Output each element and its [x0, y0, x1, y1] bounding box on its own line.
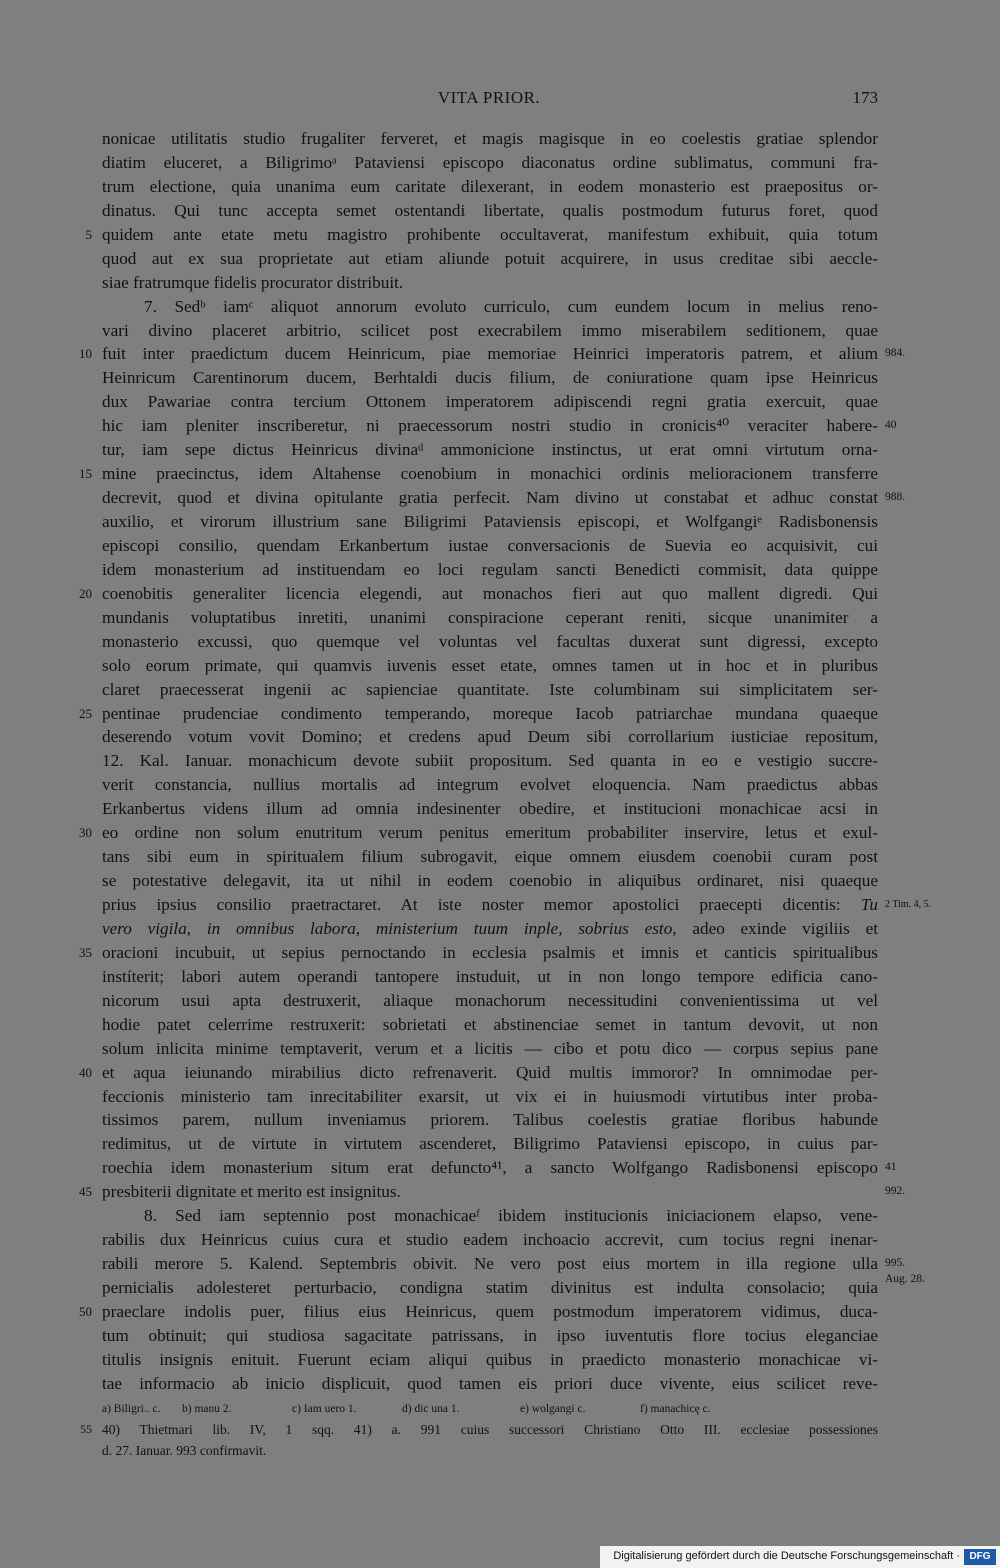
text-line — [0, 1372, 1000, 1396]
line-text: prius ipsius consilio praetractaret. At iste noster memor apostolici praecepti dicentis: Tu — [102, 895, 878, 914]
text-line — [0, 797, 1000, 821]
text-line — [0, 247, 1000, 271]
line-text: decrevit, quod et divina opitulante gratia perfecit. Nam divino ut constabat et adhuc constat — [102, 488, 878, 508]
text-line — [0, 223, 1000, 247]
line-text: tur, iam sepe dictus Heinricus divinaᵈ ammonicione instinctus, ut erat omni virtutum orna- — [102, 440, 878, 460]
text-line — [0, 1204, 1000, 1228]
text-line — [0, 558, 1000, 582]
text-line — [0, 1180, 1000, 1204]
line-text: feccionis ministerio tam inrecitabiliter exarsit, ut vix ei in huiusmodi virtutibus inter proba- — [102, 1086, 878, 1106]
text-line — [0, 127, 1000, 151]
line-number: 35 — [79, 944, 92, 960]
line-text: hodie patet celerrime restruxerit: sobrietati et abstinenciae semet in tantum devovit, ut non — [102, 1014, 878, 1034]
text-line — [0, 1085, 1000, 1109]
text-line — [0, 1061, 1000, 1085]
apparatus-note: b) manu 2. — [182, 1403, 232, 1415]
line-text: tans sibi eum in spiritualem filium subrogavit, eique omnem eiusdem coenobii curam post — [102, 847, 878, 867]
line-text: roechia idem monasterium situm erat defuncto⁴¹, a sancto Wolfgango Radisbonensi episcopo — [102, 1158, 878, 1178]
line-text: nonicae utilitatis studio frugaliter ferveret, et magis magisque in eo coelestis gratiae splendor — [102, 129, 878, 148]
line-text: rabili merore 5. Kalend. Septembris obivit. Ne vero post eius mortem in illa regione ulla — [102, 1254, 878, 1274]
apparatus-note: c) Iam uero 1. — [292, 1403, 357, 1415]
text-line — [0, 1132, 1000, 1156]
margin-note: 988. — [885, 491, 906, 504]
margin-note: 995. — [885, 1257, 906, 1270]
line-number: 45 — [79, 1184, 92, 1200]
margin-note: Aug. 28. — [885, 1273, 925, 1285]
line-text: verit constancia, nullius mortalis ad integrum evolvet eloquencia. Nam praedictus abbas — [102, 775, 878, 795]
text-line — [0, 414, 1000, 438]
line-text: claret praecesserat ingenii ac sapienciae quantitate. Iste columbinam sui simplicitatem ser- — [102, 679, 878, 699]
text-line — [0, 1228, 1000, 1252]
line-text: monasterio excussi, quo quemque vel voluntas vel facultas duxerat sunt digressi, excepto — [102, 631, 878, 651]
line-text: praeclare indolis puer, filius eius Heinricus, quem postmodum imperatorem vidimus, duca- — [102, 1301, 878, 1321]
line-text: solum inlicita minime temptaverit, verum et a licitis — cibo et potu dico — corpus sepius pane — [102, 1038, 878, 1058]
line-text: siae fratrumque fidelis procurator distribuit. — [102, 272, 404, 292]
line-text: hic iam pleniter inscriberetur, ni praecessorum nostri studio in cronicis⁴⁰ veraciter habere- — [102, 416, 878, 436]
line-text: quod aut ex sua proprietate aut etiam aliunde potuit acquirere, in usus creditae sibi aeccle- — [102, 248, 878, 268]
text-line — [0, 151, 1000, 175]
line-number: 25 — [79, 705, 92, 721]
critical-apparatus — [102, 1398, 878, 1420]
line-text: nicorum usui apta destruxerit, aliaque monachorum necessitudini convenientissima ut vel — [102, 990, 878, 1010]
text-line — [0, 1300, 1000, 1324]
text-line — [0, 654, 1000, 678]
line-text: Heinricum Carentinorum ducem, Berhtaldi ducis filium, de coniuratione quam ipse Heinricus — [102, 368, 878, 388]
page-number: 173 — [852, 88, 878, 107]
text-line — [0, 438, 1000, 462]
line-text: tissimos parem, nullum inveniamus priorem. Talibus coelestis gratiae floribus habunde — [102, 1110, 878, 1130]
text-line — [0, 1037, 1000, 1061]
text-line — [0, 965, 1000, 989]
line-text: idem monasterium ad instituendam eo loci regulam sancti Benedicti commisit, data quippe — [102, 559, 878, 579]
text-line — [0, 989, 1000, 1013]
line-number: 55 — [80, 1422, 92, 1436]
line-number: 10 — [79, 346, 92, 362]
footnotes — [0, 1419, 1000, 1461]
line-text: eo ordine non solum enutritum verum penitus emeritum probabiliter inservire, letus et exul- — [102, 823, 878, 843]
line-text: 7. Sedᵇ iamᶜ aliquot annorum evoluto curriculo, cum eundem locum in melius reno- — [144, 296, 878, 316]
text-line — [0, 534, 1000, 558]
text-line — [0, 510, 1000, 534]
text-line — [0, 749, 1000, 773]
footnote-text: 40) Thietmari lib. IV, 1 sqq. 41) a. 991 cuius successori Christiano Otto III. ecclesiae possessiones — [102, 1422, 878, 1437]
line-text: fuit inter praedictum ducem Heinricum, piae memoriae Heinrici imperatoris patrem, et alium — [102, 344, 878, 364]
text-line — [0, 917, 1000, 941]
text-line — [0, 893, 1000, 917]
line-number: 30 — [79, 825, 92, 841]
line-text: redimitus, ut de virtute in virtutem ascenderet, Biligrimo Pataviensi episcopo, in cuius par- — [102, 1134, 878, 1154]
text-line — [0, 821, 1000, 845]
text-line — [0, 678, 1000, 702]
text-line — [0, 199, 1000, 223]
apparatus-note: a) Biligri.. c. — [102, 1403, 161, 1415]
text-line — [0, 1013, 1000, 1037]
line-text: auxilio, et virorum illustrium sane Biligrimi Pataviensis episcopi, et Wolfgangiᵉ Radisbonensis — [102, 512, 878, 531]
line-text: trum electione, quia unanima eum caritate dilexerant, in eodem monasterio est praepositus or- — [102, 176, 878, 196]
line-text: pernicialis adolesteret perturbacio, condigna statim divinitus est indulta consolacio; quia — [102, 1278, 878, 1297]
text-line — [0, 606, 1000, 630]
text-line — [0, 773, 1000, 797]
line-text: vari divino placeret arbitrio, scilicet post execrabilem immo miserabilem seditionem, quae — [102, 320, 878, 340]
text-line — [0, 1156, 1000, 1180]
text-line — [0, 1324, 1000, 1348]
line-text: et aqua ieiunando mirabilius dicto refrenaverit. Quid multis immoror? In omnimodae per- — [102, 1062, 878, 1082]
line-text: vero vigila, in omnibus labora, ministerium tuum inple, sobrius esto, adeo exinde vigiliis et — [102, 918, 878, 938]
footnote-line — [0, 1419, 1000, 1440]
text-line — [0, 342, 1000, 366]
margin-note: 41 — [885, 1161, 897, 1174]
text-line — [0, 366, 1000, 390]
digitization-credit-bar — [600, 1546, 1000, 1568]
text-line — [0, 1348, 1000, 1372]
page-header — [100, 88, 878, 116]
line-text: diatim eluceret, a Biligrimoᵃ Pataviensi episcopo diaconatus ordine sublimatus, communi fra- — [102, 152, 878, 172]
line-text: coenobitis generaliter licencia elegendi, aut monachos fieri aut quo mallent digredi. Qui — [102, 583, 878, 603]
line-number: 15 — [79, 466, 92, 482]
line-number: 50 — [79, 1303, 92, 1319]
margin-note: 40 — [885, 419, 897, 432]
line-text: pentinae prudenciae condimento temperando, moreque Iacob patriarchae mundana quaeque — [102, 703, 878, 723]
line-number: 20 — [79, 585, 92, 601]
text-line — [0, 295, 1000, 319]
credit-text: Digitalisierung gefördert durch die Deutsche Forschungsgemeinschaft · — [613, 1550, 960, 1562]
line-number: 5 — [85, 226, 92, 242]
line-text: tae informacio ab inicio displicuit, quod tamen eis priori duce vivente, eius scilicet reve- — [102, 1373, 878, 1393]
apparatus-note: d) dic una 1. — [402, 1403, 460, 1415]
apparatus-note: f) manachicę c. — [640, 1403, 711, 1415]
text-line — [0, 630, 1000, 654]
line-text: 12. Kal. Ianuar. monachicum devote subiit propositum. Sed quanta in eo e vestigio succre- — [102, 751, 878, 771]
margin-note: 984. — [885, 347, 906, 360]
text-line — [0, 175, 1000, 199]
text-line — [0, 845, 1000, 869]
main-text-block — [0, 127, 1000, 1396]
apparatus-note: e) wolgangi c. — [520, 1403, 586, 1415]
text-line — [0, 390, 1000, 414]
line-text: presbiterii dignitate et merito est insignitus. — [102, 1182, 401, 1202]
text-line — [0, 1273, 1000, 1300]
line-text: dux Pawariae contra tercium Ottonem imperatorem adipiscendi regni gratia exercuit, quae — [102, 392, 878, 412]
text-line — [0, 462, 1000, 486]
footnote-line — [0, 1440, 1000, 1461]
line-text: se potestative delegavit, ita ut nihil in eodem coenobio in aliquibus ordinaret, nisi quaeque — [102, 871, 878, 891]
margin-note: 2 Tim. 4, 5. — [885, 899, 932, 910]
line-text: Erkanbertus videns illum ad omnia indesinenter obedire, et institucioni monachicae acsi in — [102, 799, 878, 819]
text-line — [0, 869, 1000, 893]
text-line — [0, 725, 1000, 749]
line-text: 8. Sed iam septennio post monachicaeᶠ ibidem institucionis iniciacionem elapso, vene- — [144, 1206, 878, 1226]
text-line — [0, 1108, 1000, 1132]
running-title: VITA PRIOR. — [437, 88, 541, 107]
quotation-text: Tu — [860, 895, 878, 914]
line-text: solo eorum primate, qui quamvis iuvenis esset etate, omnes tamen ut in hoc et in pluribus — [102, 655, 878, 675]
dfg-logo: DFG — [964, 1549, 996, 1565]
text-line — [0, 582, 1000, 606]
text-line — [0, 486, 1000, 510]
text-line — [0, 271, 1000, 295]
quotation-text: vero vigila, in omnibus labora, ministerium tuum inple, sobrius esto — [102, 918, 673, 938]
line-text: mundanis voluptatibus inretiti, unanimi conspiracione ceperant reniti, sicque unanimiter a — [102, 607, 878, 627]
line-text: mine praecinctus, idem Altahense coenobium in monachici ordinis melioracionem transferre — [102, 464, 878, 484]
line-text: tum obtinuit; qui studiosa sagacitate patrissans, in ipso iuventutis flore tocius eleganciae — [102, 1325, 878, 1345]
text-line — [0, 941, 1000, 965]
text-line — [0, 319, 1000, 343]
margin-note: 992. — [885, 1185, 906, 1198]
text-line — [0, 1252, 1000, 1276]
footnote-text: d. 27. Ianuar. 993 confirmavit. — [102, 1443, 267, 1458]
line-text: titulis insignis enituit. Fuerunt eciam aliqui quibus in praedicto monasterio monachicae vi- — [102, 1349, 878, 1369]
line-number: 40 — [79, 1064, 92, 1080]
line-text: rabilis dux Heinricus cuius cura et studio eadem inchoacio accrevit, cum tocius regni inenar- — [102, 1230, 878, 1250]
line-text: dinatus. Qui tunc accepta semet ostentandi libertate, qualis postmodum futurus foret, quod — [102, 200, 878, 220]
line-text: instíterit; labori autem operandi tantopere instuduit, ut in non longo tempore edificia cano- — [102, 966, 878, 986]
line-text: oracioni incubuit, ut sepius pernoctando in ecclesia psalmis et imnis et canticis spiritualibus — [102, 942, 878, 962]
line-text: quidem ante etate metu magistro prohibente occultaverat, manifestum exhibuit, quia totum — [102, 224, 878, 244]
text-line — [0, 702, 1000, 726]
line-text: deserendo votum vovit Domino; et credens apud Deum sibi corrollarium iusticiae repositum, — [102, 727, 878, 747]
line-text: episcopi consilio, quendam Erkanbertum iustae conversacionis de Suevia eo acquisivit, cui — [102, 535, 878, 555]
